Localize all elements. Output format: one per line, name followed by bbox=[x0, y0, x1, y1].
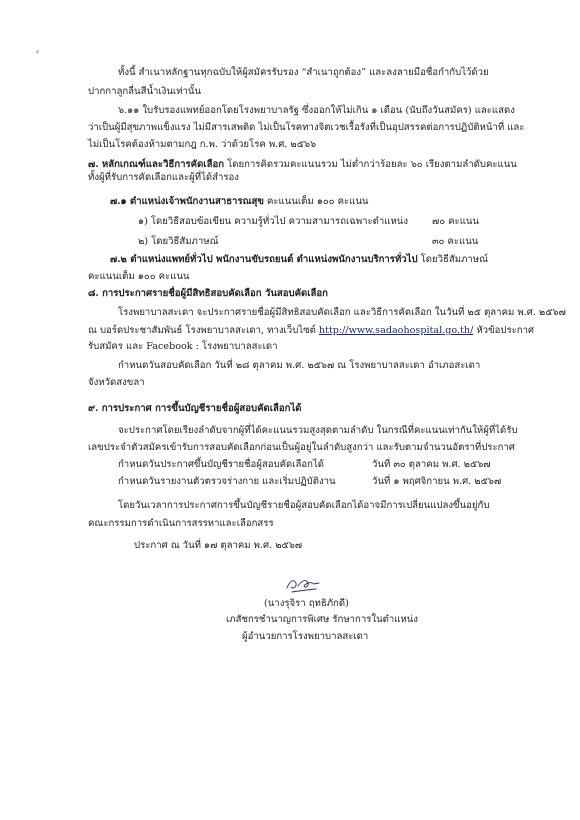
handwritten-signature bbox=[284, 574, 324, 596]
section8-p1-line1: โรงพยาบาลสะเดา จะประกาศรายชื่อผู้มีสิทธิสอบคัดเลือก และวิธีการคัดเลือก ในวันที่ ๒๕ ตุลาคม พ.ศ. ๒๕๖๗ bbox=[118, 307, 566, 318]
announcement-date: ประกาศ ณ วันที่ ๑๗ ตุลาคม พ.ศ. ๒๕๖๗ bbox=[134, 540, 303, 551]
margin-mark: ⸗ bbox=[36, 47, 39, 57]
report-date-label: กำหนดวันรายงานตัวตรวจร่างกาย และเริ่มปฏิบัติงาน bbox=[118, 476, 336, 487]
section7-heading-rest: โดยการคิดรวมคะแนนรวม ไม่ต่ำกว่าร้อยละ ๖๐ เรียงตามลำดับคะแนน bbox=[224, 159, 517, 170]
item-7-2-rest: โดยวิธีสัมภาษณ์ bbox=[417, 254, 489, 265]
item-6-11-line2: ว่าเป็นผู้มีสุขภาพแข็งแรง ไม่มีสารเสพติด ไม่เป็นโรคทางจิตเวชเรื้อรังที่เป็นอุปสรรคต่อการปฏิบัติหน้าที่ และ bbox=[88, 122, 525, 133]
closing-line1: โดยวันเวลาการประกาศการขึ้นบัญชีรายชื่อผู้สอบคัดเลือกได้อาจมีการเปลี่ยนแปลงขึ้นอยู่กับ bbox=[118, 500, 490, 511]
section8-heading: ๘. การประกาศรายชื่อผู้มีสิทธิสอบคัดเลือก วันสอบคัดเลือก bbox=[88, 288, 328, 299]
item-7-2-line2: คะแนนเต็ม ๑๐๐ คะแนน bbox=[88, 271, 190, 282]
signer-position-line2: ผู้อำนวยการโรงพยาบาลสะเดา bbox=[242, 631, 369, 642]
section9-p1-line1: จะประกาศโดยเรียงลำดับจากผู้ที่ได้คะแนนรวมสูงสุดตามลำดับ ในกรณีที่คะแนนเท่ากันให้ผู้ที่ได้รับ bbox=[118, 425, 518, 436]
hospital-website-link[interactable]: http://www.sadaohospital.go.th/ bbox=[318, 325, 474, 336]
section6-note-line1: ทั้งนี้ สำเนาหลักฐานทุกฉบับให้ผู้สมัครรับรอง “สำเนาถูกต้อง” และลงลายมือชื่อกำกับไว้ด้วย bbox=[118, 67, 489, 78]
section8-p1-line2 bbox=[88, 325, 534, 337]
item-6-11-line3: ไม่เป็นโรคต้องห้ามตามกฎ ก.พ. ว่าด้วยโรค พ.ศ. ๒๕๖๖ bbox=[88, 139, 317, 150]
section8-p2-line2: จังหวัดสงขลา bbox=[88, 377, 145, 388]
signer-position-line1: เภสัชกรชำนาญการพิเศษ รักษาการในตำแหน่ง bbox=[226, 614, 418, 625]
item-7-1-title: ๗.๑ ตำแหน่งเจ้าพนักงานสาธารณสุข bbox=[110, 196, 264, 207]
item-7-2 bbox=[110, 254, 488, 266]
method-2-label: ๒) โดยวิธีสัมภาษณ์ bbox=[138, 236, 219, 247]
method-1-label: ๑) โดยวิธีสอบข้อเขียน ความรู้ทั่วไป ความสามารถเฉพาะตำแหน่ง bbox=[138, 216, 409, 227]
section8-p1-line2-post: หัวข้อประกาศ bbox=[473, 325, 535, 336]
signer-name: (นางรุจิรา ฤทธิภักดี) bbox=[264, 598, 349, 609]
method-2-points: ๓๐ คะแนน bbox=[432, 236, 479, 247]
report-date-value: วันที่ ๑ พฤศจิกายน พ.ศ. ๒๕๖๗ bbox=[372, 476, 502, 487]
section8-p1-line3: รับสมัคร และ Facebook : โรงพยาบาลสะเดา bbox=[88, 341, 278, 352]
closing-line2: คณะกรรมการดำเนินการสรรหาและเลือกสรร bbox=[88, 518, 274, 529]
item-7-1 bbox=[110, 196, 368, 208]
section9-p1-line2: เลขประจำตัวสมัครเข้ารับการสอบคัดเลือกก่อนเป็นผู้อยู่ในลำดับสูงกว่า และรับตามจำนวนอัตราที่ประกาศ bbox=[88, 442, 515, 453]
section6-note-line2: ปากกาลูกลื่นสีน้ำเงินเท่านั้น bbox=[88, 86, 202, 97]
section7-heading-line bbox=[88, 159, 517, 171]
section7-line2: ทั้งผู้ที่รับการคัดเลือกและผู้ที่ได้สำรอง bbox=[88, 172, 239, 183]
item-6-11-line1: ๖.๑๑ ใบรับรองแพทย์ออกโดยโรงพยาบาลรัฐ ซึ่งออกให้ไม่เกิน ๑ เดือน (นับถึงวันสมัคร) และแสดง bbox=[118, 105, 515, 116]
item-7-1-score: คะแนนเต็ม ๑๐๐ คะแนน bbox=[263, 196, 369, 207]
method-1-points: ๗๐ คะแนน bbox=[432, 216, 479, 227]
section7-heading: ๗. หลักเกณฑ์และวิธีการคัดเลือก bbox=[88, 159, 225, 170]
section8-p1-line2-pre: ณ บอร์ดประชาสัมพันธ์ โรงพยาบาลสะเดา, ทางเว็บไซต์ bbox=[88, 325, 319, 336]
result-date-label: กำหนดวันประกาศขึ้นบัญชีรายชื่อผู้สอบคัดเลือกได้ bbox=[118, 459, 325, 470]
section8-p2-line1: กำหนดวันสอบคัดเลือก วันที่ ๒๘ ตุลาคม พ.ศ. ๒๕๖๗ ณ โรงพยาบาลสะเดา อำเภอสะเดา bbox=[118, 360, 481, 371]
result-date-value: วันที่ ๓๐ ตุลาคม พ.ศ. ๒๕๖๗ bbox=[372, 459, 491, 470]
item-7-2-title: ๗.๒ ตำแหน่งแพทย์ทั่วไป พนักงานขับรถยนต์ ตำแหน่งพนักงานบริการทั่วไป bbox=[110, 254, 418, 265]
section9-heading: ๙. การประกาศ การขึ้นบัญชีรายชื่อผู้สอบคัดเลือกได้ bbox=[88, 403, 302, 414]
